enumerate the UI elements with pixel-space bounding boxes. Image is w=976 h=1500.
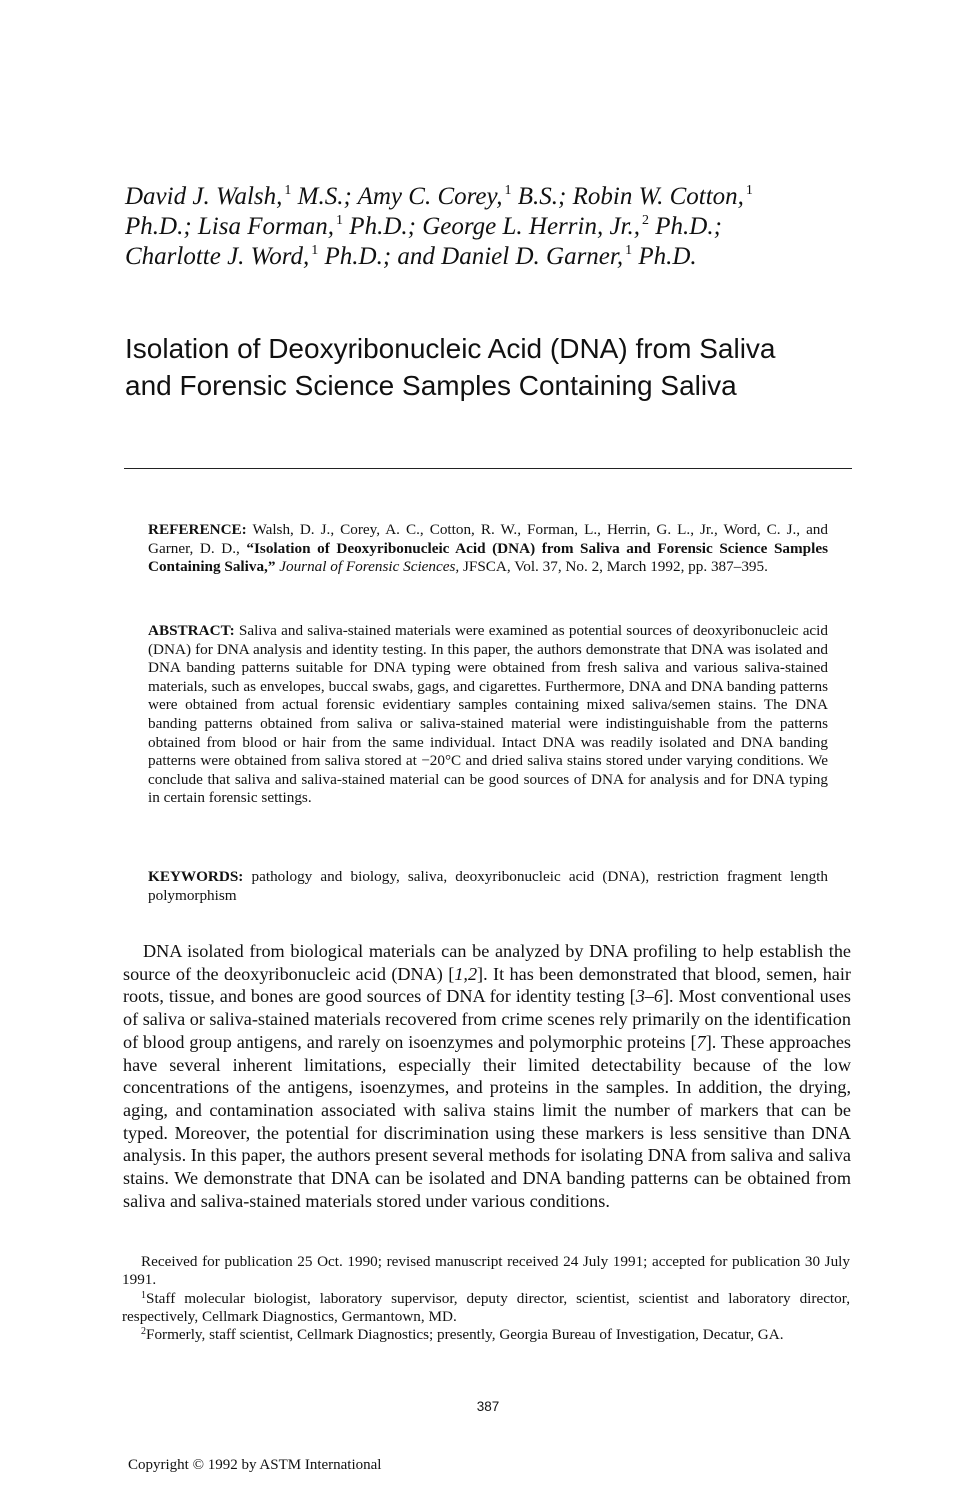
author-line-1 — [125, 182, 865, 212]
body-text: DNA isolated from biological materials can be analyzed by DNA profiling to help establish the source of the deoxyribonucleic acid (DNA) [ — [123, 941, 851, 984]
author-text: Ph.D.; and Daniel D. Garner, — [318, 243, 624, 270]
author-text: Charlotte J. Word, — [125, 243, 310, 270]
body-paragraph — [123, 940, 851, 1212]
page-number: 387 — [476, 1399, 500, 1414]
keywords-label: KEYWORDS: — [148, 868, 244, 885]
author-text: Ph.D.; — [649, 213, 722, 240]
affiliation-mark: 1 — [625, 243, 633, 258]
footnote-mark: 2 — [141, 1326, 146, 1338]
title-divider — [124, 468, 852, 469]
reference-details: JFSCA, Vol. 37, No. 2, March 1992, pp. 387–395. — [459, 558, 768, 576]
affiliation-mark: 2 — [642, 213, 650, 228]
citation: 7 — [696, 1031, 706, 1052]
author-text: David J. Walsh, — [125, 183, 283, 210]
citation: 1,2 — [454, 963, 478, 984]
reference-journal: Journal of Forensic Sciences, — [275, 558, 460, 576]
body-text: ]. These approaches have several inherent limitations, especially their limited detectability because of the low concentrations of the antigens, isoenzymes, and proteins in the samples. In addition, the drying, aging, and contamination associated with saliva stains limit the number of markers that can be typed. Moreover, the potential for discrimination using these markers is less sensitive than DNA analysis. In this paper, the authors present several methods for isolating DNA from saliva and saliva stains. We demonstrate that DNA can be isolated and DNA banding patterns can be obtained from saliva and saliva-stained materials stored under various conditions. — [123, 1031, 851, 1211]
abstract-label: ABSTRACT: — [148, 622, 235, 639]
abstract-block — [148, 622, 828, 808]
received-note: Received for publication 25 Oct. 1990; revised manuscript received 24 July 1991; accepted for publication 30 July 1991. — [122, 1253, 850, 1289]
author-line-3 — [125, 242, 865, 272]
citation: 3–6 — [635, 986, 663, 1007]
author-line-2 — [125, 212, 865, 242]
author-text: B.S.; Robin W. Cotton, — [511, 183, 744, 210]
footnote-2 — [122, 1326, 850, 1344]
keywords-block — [148, 868, 828, 905]
abstract-text: Saliva and saliva-stained materials were examined as potential sources of deoxyribonucleic acid (DNA) for DNA analysis and identity testing. In this paper, the authors demonstrate that DNA was isolated and DNA banding patterns suitable for DNA typing were obtained from fresh saliva and various saliva-stained materials, such as envelopes, buccal swabs, gags, and cigarettes. Furthermore, DNA and DNA banding patterns were obtained from actual forensic evidentiary samples containing mixed saliva/semen stains. The DNA banding patterns obtained from saliva or saliva-stained material were indistinguishable from the patterns obtained from blood or hair from the same individual. Intact DNA was readily isolated and DNA banding patterns were obtained from saliva stored at −20°C and dried saliva stains stored under varying conditions. We conclude that saliva and saliva-stained material can be good sources of DNA for analysis and for DNA typing in certain forensic settings. — [148, 622, 828, 807]
author-text: Ph.D. — [632, 243, 697, 270]
reference-article-title: “Isolation of Deoxyribonucleic Acid (DNA) from Saliva and Forensic Science Samples Containing Saliva,” — [148, 539, 828, 576]
affiliation-mark: 1 — [504, 183, 512, 198]
body-text: ]. Most conventional uses of saliva or saliva-stained materials recovered from crime scenes rely primarily on the identification of blood group antigens, and rarely on isoenzymes and polymorphic proteins [ — [123, 986, 852, 1052]
affiliation-mark: 1 — [745, 183, 753, 198]
title-line-1: Isolation of Deoxyribonucleic Acid (DNA) from Saliva — [125, 333, 776, 364]
footnote-text: Staff molecular biologist, laboratory supervisor, deputy director, scientist, scientist and laboratory director, respectively, Cellmark Diagnostics, Germantown, MD. — [122, 1289, 850, 1325]
author-text: M.S.; Amy C. Corey, — [291, 183, 503, 210]
reference-authors: Walsh, D. J., Corey, A. C., Cotton, R. W., Forman, L., Herrin, G. L., Jr., Word, C. J., and Garner, D. D., — [148, 521, 828, 557]
footnote-1 — [122, 1290, 850, 1327]
body-text: ]. It has been demonstrated that blood, semen, hair roots, tissue, and bones are good sources of DNA for identity testing [ — [123, 963, 851, 1007]
affiliation-mark: 1 — [311, 243, 319, 258]
footnote-text: Formerly, staff scientist, Cellmark Diagnostics; presently, Georgia Bureau of Investigation, Decatur, GA. — [146, 1326, 784, 1344]
reference-label: REFERENCE: — [148, 521, 247, 538]
article-title — [125, 330, 865, 404]
copyright-notice: Copyright © 1992 by ASTM International — [128, 1457, 382, 1473]
footnote-mark: 1 — [141, 1289, 146, 1301]
affiliation-mark: 1 — [336, 213, 344, 228]
title-line-2: and Forensic Science Samples Containing Saliva — [125, 370, 737, 401]
reference-block — [148, 521, 828, 577]
author-text: Ph.D.; Lisa Forman, — [125, 213, 335, 240]
author-text: Ph.D.; George L. Herrin, Jr., — [343, 213, 641, 240]
keywords-text: pathology and biology, saliva, deoxyribonucleic acid (DNA), restriction fragment length polymorphism — [148, 868, 828, 904]
author-list — [125, 182, 865, 272]
footnotes — [122, 1253, 850, 1344]
affiliation-mark: 1 — [284, 183, 292, 198]
